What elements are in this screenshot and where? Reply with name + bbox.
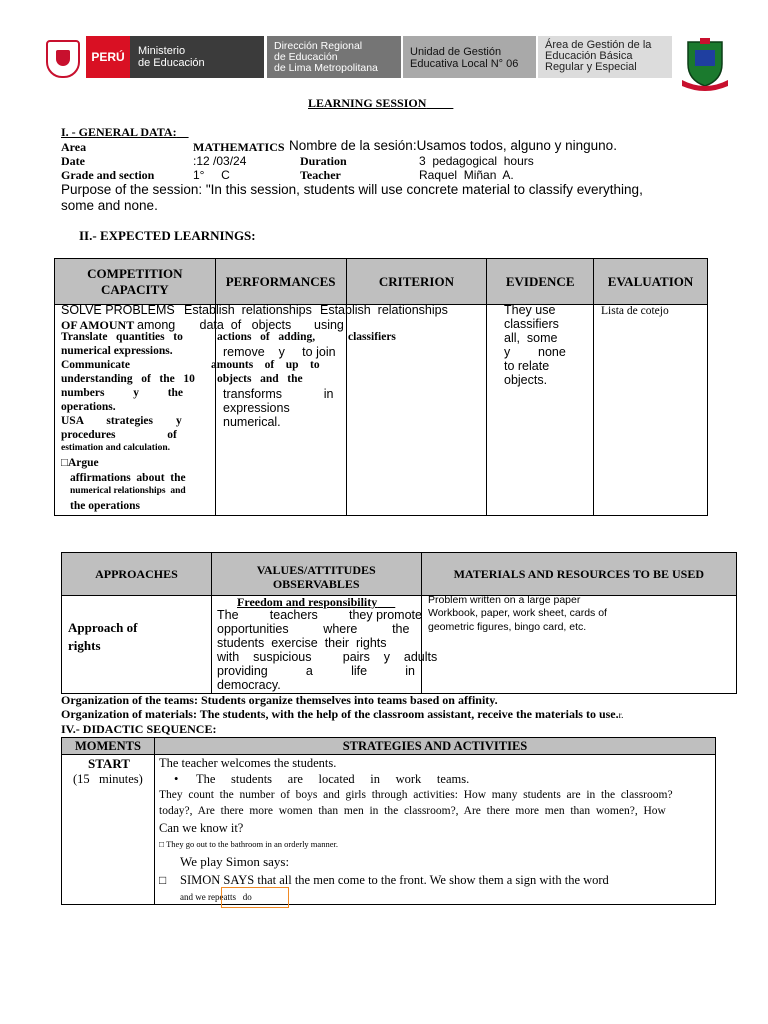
- date-value: :12 /03/24: [193, 154, 247, 168]
- page-title: LEARNING SESSION: [308, 96, 427, 110]
- competition-line: Communicate: [61, 359, 130, 371]
- header-evaluation: EVALUATION: [594, 259, 708, 305]
- ugel-logo: [403, 36, 536, 78]
- approach-line: rights: [68, 638, 101, 653]
- date-label: Date: [61, 154, 85, 168]
- general-data-heading: I. - GENERAL DATA:: [61, 125, 177, 139]
- competition-line: numerical expressions.: [61, 345, 173, 357]
- competition-line: USA strategies y: [61, 415, 182, 427]
- didactic-heading: IV.- DIDACTIC SEQUENCE:: [61, 722, 217, 736]
- activity-simon-title: We play Simon says:: [180, 854, 290, 869]
- peru-logo: PERÚ: [86, 36, 130, 78]
- criterion-line: classifiers: [348, 331, 396, 343]
- activity-repeat: and we repeatts do: [180, 892, 252, 902]
- competition-line: understanding of the 10: [61, 373, 195, 385]
- evidence-line: objects.: [504, 373, 548, 387]
- ugel-line-1: Unidad de Gestión: [410, 46, 502, 58]
- performance-line: among data of objects: [137, 318, 292, 332]
- evidence-line: They use: [504, 303, 556, 317]
- header-criterion: CRITERION: [346, 259, 487, 305]
- dre-line-2: de Educación: [274, 51, 338, 63]
- competition-line: numerical relationships and: [70, 486, 186, 496]
- value-line: students exercise their rights: [217, 636, 387, 650]
- competition-line: the operations: [70, 500, 140, 512]
- checkbox-icon: □: [159, 873, 167, 887]
- organization-teams: Organization of the teams: Students organize themselves into teams based on affinity.: [61, 693, 498, 707]
- purpose-line-2: some and none.: [61, 198, 158, 213]
- activity-bathroom: □ They go out to the bathroom in an orderly manner.: [159, 839, 338, 849]
- competition-line: numbers y the: [61, 387, 184, 399]
- dre-line-1: Dirección Regional: [274, 40, 363, 52]
- header-approaches: APPROACHES: [62, 553, 212, 596]
- school-crest-icon: [680, 36, 730, 92]
- value-line: opportunities where the: [217, 622, 410, 636]
- bullet-icon: •: [174, 772, 179, 786]
- evidence-line: classifiers: [504, 317, 559, 331]
- activity-count-3: Can we know it?: [159, 821, 244, 835]
- evidence-line: y none: [504, 345, 566, 359]
- dre-logo: [267, 36, 401, 78]
- activity-simon: SIMON SAYS that all the men come to the front. We show them a sign with the word: [180, 873, 609, 887]
- competition-line: affirmations about the: [70, 472, 186, 484]
- evaluation-cell: [594, 305, 708, 516]
- value-line: democracy.: [217, 678, 281, 692]
- header-evidence: EVIDENCE: [487, 259, 594, 305]
- competition-line: □Argue: [61, 457, 99, 469]
- criterion-line: using: [314, 318, 344, 332]
- criterion-line: Establish relationships: [320, 303, 448, 317]
- area-logo: [538, 36, 672, 78]
- materials-line: Problem written on a large paper: [428, 594, 581, 606]
- ugel-line-2: Educativa Local N° 06: [410, 58, 519, 70]
- area-line-1: Área de Gestión de la: [545, 39, 652, 51]
- value-line: The teachers they promote: [217, 608, 422, 622]
- area-line-3: Regular y Especial: [545, 61, 637, 73]
- evidence-line: all, some: [504, 331, 558, 345]
- performance-line: remove y to join: [223, 345, 336, 359]
- value-title: Freedom and responsibility: [237, 595, 378, 609]
- moment-minutes: (15 minutes): [73, 772, 143, 786]
- value-line: with suspicious pairs y adults: [217, 650, 438, 664]
- activity-welcome: The teacher welcomes the students.: [159, 756, 337, 770]
- header-competition: COMPETITION CAPACITY: [55, 259, 216, 305]
- organization-materials: Organization of materials: The students, with the help of the classroom assistant, receive the materials to use.r.: [61, 707, 624, 721]
- peru-coat-of-arms-icon: [46, 40, 80, 78]
- performance-line: amounts of up to: [211, 359, 320, 371]
- area-value: MATHEMATICS: [193, 140, 285, 154]
- expected-learnings-heading: II.- EXPECTED LEARNINGS:: [79, 228, 256, 243]
- activity-count-1: They count the number of boys and girls through activities: How many students are in the classroom?: [159, 789, 673, 801]
- performance-line: numerical.: [223, 415, 281, 429]
- performance-line: objects and the: [217, 373, 303, 385]
- competition-line: procedures of: [61, 429, 177, 441]
- header-strategies: STRATEGIES AND ACTIVITIES: [154, 738, 715, 755]
- value-line: providing a life in: [217, 664, 415, 678]
- moment-start: START: [88, 756, 130, 771]
- purpose-line-1: Purpose of the session: "In this session, students will use concrete material to classify everything,: [61, 182, 643, 197]
- approach-line: Approach of: [68, 620, 138, 635]
- ministry-line-1: Ministerio: [138, 45, 186, 57]
- area-label: Area: [61, 140, 87, 154]
- activity-count-2: today?, Are there more women than men in the classroom?, Are there more men than women?, How: [159, 805, 666, 817]
- performance-line: expressions: [223, 401, 290, 415]
- materials-line: geometric figures, bingo card, etc.: [428, 621, 587, 633]
- ministry-line-2: de Educación: [138, 57, 205, 69]
- competition-line: SOLVE PROBLEMS: [61, 303, 175, 317]
- performance-line: transforms in: [223, 387, 334, 401]
- header-performances: PERFORMANCES: [215, 259, 346, 305]
- competition-line: operations.: [61, 401, 116, 413]
- teacher-label: Teacher: [300, 168, 341, 182]
- performance-line: Establish relationships: [184, 303, 312, 317]
- competition-line: OF AMOUNT: [61, 318, 135, 332]
- grade-value: 1° C: [193, 168, 230, 182]
- teacher-value: Raquel Miñan A.: [419, 168, 514, 182]
- duration-value: 3 pedagogical hours: [419, 154, 534, 168]
- header-materials: MATERIALS AND RESOURCES TO BE USED: [421, 553, 736, 596]
- performance-line: actions of adding,: [217, 331, 316, 343]
- duration-label: Duration: [300, 154, 347, 168]
- dre-line-3: de Lima Metropolitana: [274, 62, 378, 74]
- header-values: VALUES/ATTITUDES OBSERVABLES: [211, 553, 421, 596]
- competition-line: estimation and calculation.: [61, 443, 170, 453]
- evaluation-value: Lista de cotejo: [601, 305, 669, 317]
- materials-line: Workbook, paper, work sheet, cards of: [428, 607, 607, 619]
- area-line-2: Educación Básica: [545, 50, 633, 62]
- header-moments: MOMENTS: [62, 738, 155, 755]
- activity-located: The students are located in work teams.: [196, 772, 470, 786]
- competition-line: Translate quantities to: [61, 331, 183, 343]
- grade-label: Grade and section: [61, 168, 155, 182]
- session-name: Nombre de la sesión:Usamos todos, alguno y ninguno.: [289, 138, 617, 153]
- highlight-box: [221, 887, 289, 908]
- evidence-line: to relate: [504, 359, 550, 373]
- ministry-logo: [130, 36, 264, 78]
